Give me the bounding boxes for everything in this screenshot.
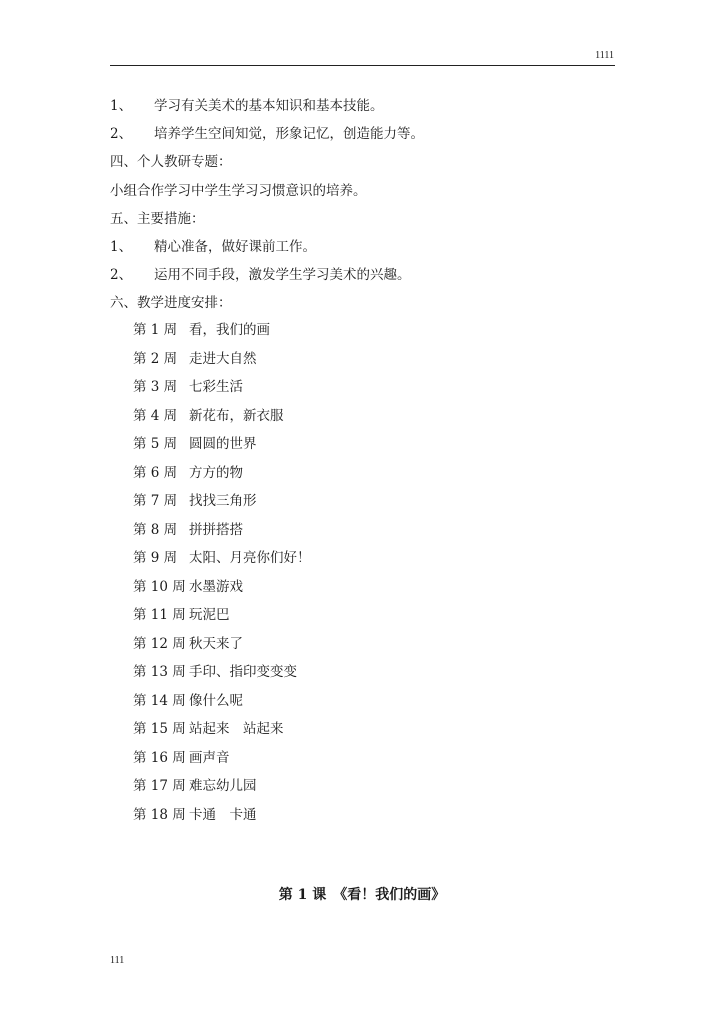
week-topic: 秋天来了 <box>189 635 243 652</box>
schedule-row <box>133 373 311 402</box>
week-label: 第 11 周 <box>133 607 186 623</box>
schedule-row <box>133 715 311 744</box>
week-topic: 新花布，新衣服 <box>189 407 284 424</box>
week-topic: 拼拼搭搭 <box>189 521 243 538</box>
line-text: 运用不同手段，激发学生学习美术的兴趣。 <box>154 267 411 284</box>
schedule-row <box>133 772 311 801</box>
week-label: 第 1 周 <box>133 322 178 338</box>
week-topic: 站起来 站起来 <box>189 721 284 737</box>
line-text: 培养学生空间知觉，形象记忆，创造能力等。 <box>154 126 424 143</box>
measure-line-1 <box>110 233 615 261</box>
week-topic: 像什么呢 <box>189 692 243 709</box>
week-topic: 手印、指印变变变 <box>189 664 297 680</box>
week-topic: 难忘幼儿园 <box>189 778 257 794</box>
week-topic: 圆圆的世界 <box>189 436 257 452</box>
schedule-row <box>133 316 311 345</box>
objective-line-1 <box>110 92 615 120</box>
week-label: 第 10 周 <box>133 578 186 595</box>
schedule-row <box>133 630 311 659</box>
week-topic: 画声音 <box>189 749 230 766</box>
week-topic: 七彩生活 <box>189 379 243 395</box>
schedule-row <box>133 801 311 830</box>
week-topic: 方方的物 <box>189 464 243 481</box>
week-topic: 太阳、月亮你们好！ <box>189 550 311 566</box>
week-label: 第 8 周 <box>133 521 178 538</box>
footer-page-number: 111 <box>110 955 125 966</box>
list-number: 1、 <box>110 238 133 255</box>
week-label: 第 17 周 <box>133 778 186 794</box>
week-label: 第 18 周 <box>133 806 186 823</box>
week-label: 第 15 周 <box>133 721 186 737</box>
list-number: 2、 <box>110 267 133 284</box>
week-label: 第 4 周 <box>133 407 178 424</box>
week-label: 第 16 周 <box>133 749 186 766</box>
research-topic: 小组合作学习中学生学习习惯意识的培养。 <box>110 182 367 199</box>
schedule-row <box>133 573 311 602</box>
section-heading-6: 六、教学进度安排： <box>110 295 232 312</box>
measure-line-2 <box>110 261 615 289</box>
week-label: 第 7 周 <box>133 493 178 509</box>
schedule-row <box>133 459 311 488</box>
lesson-title: 第 1 课 《看！我们的画》 <box>278 887 446 903</box>
schedule-row <box>133 687 311 716</box>
schedule-row <box>133 744 311 773</box>
schedule-row <box>133 601 311 630</box>
week-topic: 卡通 卡通 <box>189 806 257 823</box>
week-label: 第 9 周 <box>133 550 178 566</box>
week-label: 第 6 周 <box>133 464 178 481</box>
header-divider <box>110 65 615 66</box>
week-label: 第 3 周 <box>133 379 178 395</box>
objective-line-2 <box>110 120 615 148</box>
week-topic: 走进大自然 <box>189 350 257 367</box>
week-topic: 看，我们的画 <box>189 322 270 338</box>
schedule-row <box>133 658 311 687</box>
document-body <box>110 92 615 318</box>
schedule-row <box>133 430 311 459</box>
week-label: 第 2 周 <box>133 350 178 367</box>
line-text: 学习有关美术的基本知识和基本技能。 <box>154 98 384 114</box>
list-number: 1、 <box>110 98 133 114</box>
line-text: 精心准备，做好课前工作。 <box>154 238 316 255</box>
week-topic: 水墨游戏 <box>189 578 243 595</box>
week-topic: 玩泥巴 <box>189 607 230 623</box>
header-page-number: 1111 <box>595 50 614 61</box>
week-topic: 找找三角形 <box>189 493 257 509</box>
week-label: 第 13 周 <box>133 664 186 680</box>
schedule-row <box>133 487 311 516</box>
schedule-row <box>133 544 311 573</box>
section-heading-5: 五、主要措施： <box>110 210 205 227</box>
teaching-schedule <box>133 316 311 829</box>
schedule-row <box>133 345 311 374</box>
list-number: 2、 <box>110 126 133 143</box>
week-label: 第 12 周 <box>133 635 186 652</box>
section-heading-4: 四、个人教研专题： <box>110 154 232 171</box>
week-label: 第 5 周 <box>133 436 178 452</box>
week-label: 第 14 周 <box>133 692 186 709</box>
schedule-row <box>133 402 311 431</box>
schedule-row <box>133 516 311 545</box>
